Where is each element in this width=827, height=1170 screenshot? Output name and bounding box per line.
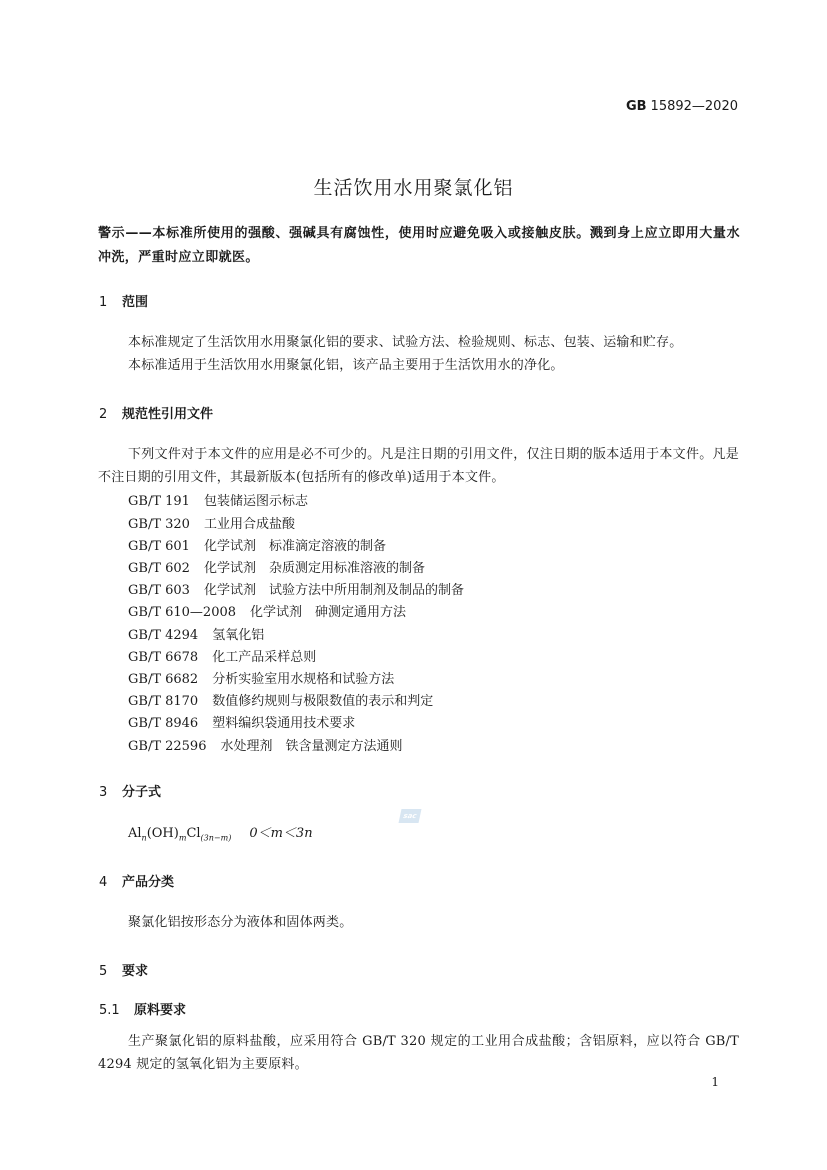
- reference-item: GB/T 602 化学试剂 杂质测定用标准溶液的制备: [128, 561, 425, 576]
- reference-item: GB/T 4294 氢氧化铝: [128, 628, 265, 643]
- reference-item: GB/T 6678 化工产品采样总则: [128, 650, 317, 665]
- reference-item: GB/T 22596 水处理剂 铁含量测定方法通则: [128, 739, 403, 754]
- reference-item: GB/T 8170 数值修约规则与极限数值的表示和判定: [128, 694, 434, 709]
- section-title: 要求: [122, 964, 149, 979]
- formula-range: 0＜m＜3n: [249, 826, 313, 841]
- raw-material-paragraph: 生产聚氯化铝的原料盐酸，应采用符合 GB/T 320 规定的工业用合成盐酸；含铝原料，应以符合 GB/T 4294 规定的氢氧化铝为主要原料。: [98, 1034, 739, 1072]
- standard-number: GB 15892—2020: [625, 99, 738, 114]
- reference-item: GB/T 601 化学试剂 标准滴定溶液的制备: [128, 539, 386, 554]
- scope-paragraph-2: 本标准适用于生活饮用水用聚氯化铝，该产品主要用于生活饮用水的净化。: [128, 358, 564, 373]
- section-number: 5.1: [99, 1003, 120, 1018]
- section-number: 3: [99, 785, 108, 800]
- section-title: 分子式: [122, 785, 162, 800]
- sac-watermark-logo: sac: [399, 809, 422, 823]
- reference-item: GB/T 191 包装储运图示标志: [128, 494, 308, 509]
- reference-item: GB/T 8946 塑料编织袋通用技术要求: [128, 716, 356, 731]
- reference-item: GB/T 610—2008 化学试剂 砷测定通用方法: [128, 605, 407, 620]
- reference-item: GB/T 320 工业用合成盐酸: [128, 517, 295, 532]
- section-title: 范围: [122, 295, 149, 310]
- classification-paragraph: 聚氯化铝按形态分为液体和固体两类。: [128, 915, 353, 930]
- section-number: 5: [99, 964, 108, 979]
- molecular-formula: $Al_n(OH)_mCl_{(3n-m)}$ 0＜m＜3n: [128, 826, 313, 843]
- section-3-heading: [99, 781, 161, 800]
- document-title: 生活饮用水用聚氯化铝: [313, 177, 514, 199]
- warning-paragraph: 警示——本标准所使用的强酸、强碱具有腐蚀性，使用时应避免吸入或接触皮肤。溅到身上应立即用大量水冲洗，严重时应立即就医。: [98, 226, 740, 265]
- reference-item: GB/T 603 化学试剂 试验方法中所用制剂及制品的制备: [128, 583, 464, 598]
- section-title: 产品分类: [122, 875, 175, 890]
- section-title: 规范性引用文件: [122, 407, 214, 422]
- scope-paragraph-1: 本标准规定了生活饮用水用聚氯化铝的要求、试验方法、检验规则、标志、包装、运输和贮存。: [128, 335, 683, 350]
- section-2-heading: [99, 403, 213, 422]
- section-title: 原料要求: [134, 1003, 187, 1018]
- reference-item: GB/T 6682 分析实验室用水规格和试验方法: [128, 672, 395, 687]
- section-number: 2: [99, 407, 108, 422]
- section-5-heading: [99, 960, 148, 979]
- section-4-heading: [99, 871, 174, 890]
- section-1-heading: [99, 291, 148, 310]
- references-intro: 下列文件对于本文件的应用是必不可少的。凡是注日期的引用文件，仅注日期的版本适用于本文件。凡是不注日期的引用文件，其最新版本(包括所有的修改单)适用于本文件。: [98, 447, 739, 485]
- page-number: 1: [711, 1075, 719, 1089]
- section-number: 1: [99, 295, 108, 310]
- section-number: 4: [99, 875, 108, 890]
- subsection-5-1-heading: [99, 999, 186, 1018]
